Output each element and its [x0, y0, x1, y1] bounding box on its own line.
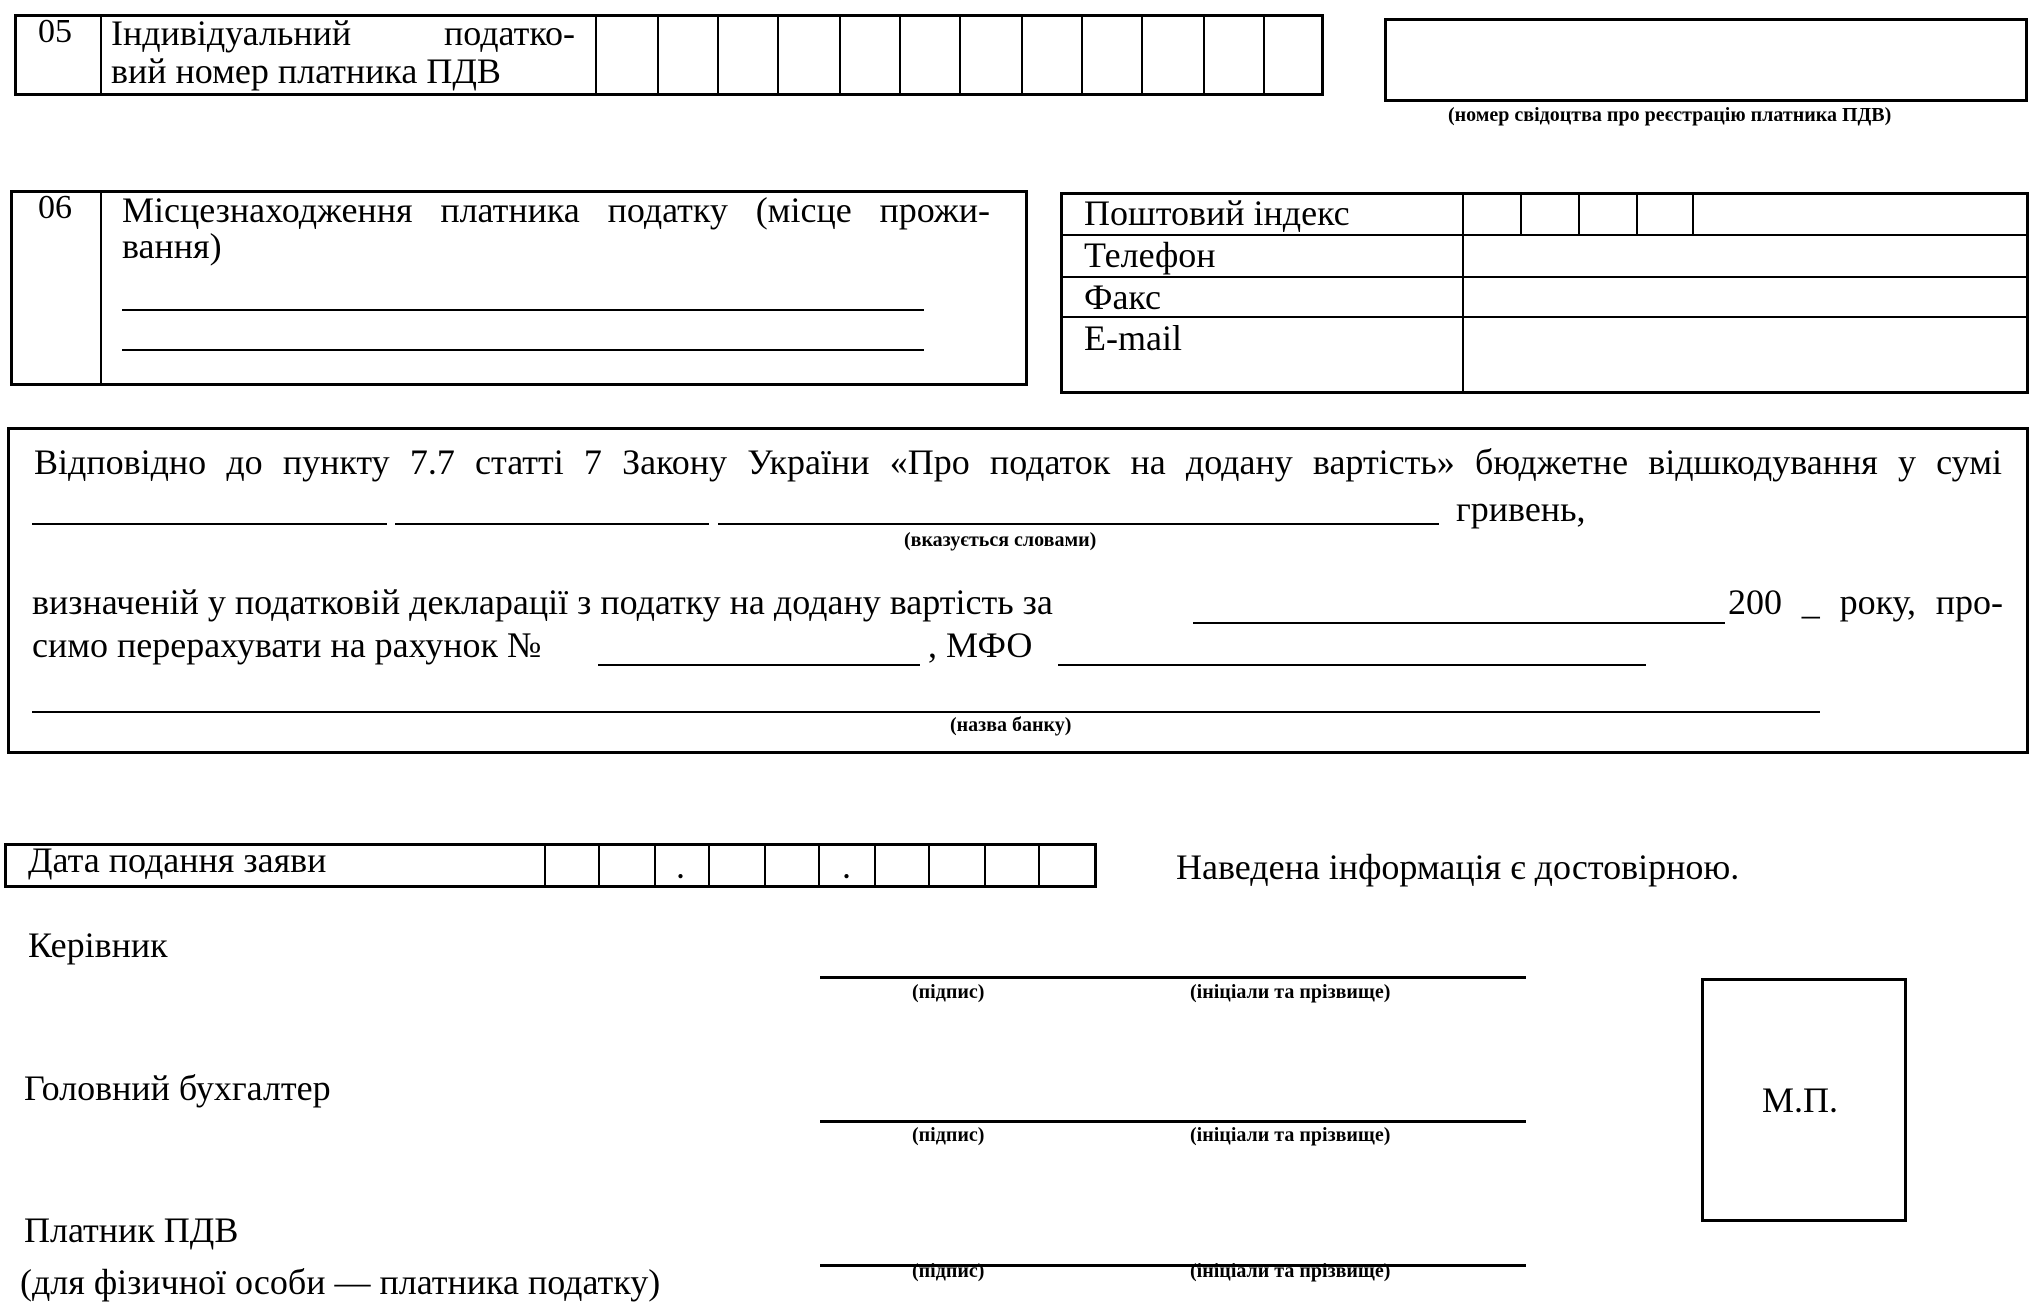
- year-label: 200 _ року, про-: [1728, 582, 2003, 622]
- digit-cell[interactable]: [1081, 16, 1141, 94]
- digit-cell[interactable]: [899, 16, 959, 94]
- date-cell[interactable]: [598, 845, 654, 886]
- digit-cell[interactable]: [717, 16, 777, 94]
- request-text-line1: Відповідно до пункту 7.7 статті 7 Закону України «Про податок на додану вартість» бюджетне відшкодування у сумі: [34, 442, 2002, 482]
- date-cell[interactable]: [874, 845, 928, 886]
- address-line[interactable]: [122, 349, 924, 351]
- section-05-number: 05: [38, 13, 72, 50]
- address-line[interactable]: [122, 309, 924, 311]
- amount-words-line[interactable]: [395, 523, 709, 525]
- date-cell[interactable]: [708, 845, 764, 886]
- fax-field[interactable]: [1464, 278, 2026, 316]
- reliability-statement: Наведена інформація є достовірною.: [1176, 847, 1740, 887]
- accountant-signature-line[interactable]: [820, 1120, 1526, 1123]
- email-label: E-mail: [1084, 318, 1182, 358]
- chief-accountant-label: Головний бухгалтер: [24, 1068, 331, 1108]
- digit-cell[interactable]: [657, 16, 717, 94]
- head-signature-line[interactable]: [820, 976, 1526, 979]
- amount-words-line[interactable]: [718, 523, 1439, 525]
- digit-cell[interactable]: [839, 16, 899, 94]
- period-line[interactable]: [1193, 622, 1725, 624]
- signature-caption: (підпис): [912, 981, 985, 1003]
- digit-cell[interactable]: [1203, 16, 1263, 94]
- digit-cell[interactable]: [1021, 16, 1081, 94]
- email-field[interactable]: [1464, 318, 2026, 392]
- mfo-line[interactable]: [1058, 664, 1646, 666]
- date-cell[interactable]: [1038, 845, 1094, 886]
- digit-cell[interactable]: [777, 16, 839, 94]
- signature-caption: (підпис): [912, 1260, 985, 1282]
- postal-index-field[interactable]: [1464, 194, 1694, 234]
- amount-words-line[interactable]: [32, 523, 387, 525]
- date-label: Дата подання заяви: [28, 840, 327, 880]
- postal-index-label: Поштовий індекс: [1084, 193, 1350, 233]
- certificate-number-field[interactable]: [1384, 18, 2028, 102]
- digit-cell[interactable]: [595, 16, 657, 94]
- section-05-label-line1: Індивідуальний податко-: [111, 13, 575, 53]
- stamp-label: М.П.: [1762, 1080, 1839, 1120]
- section-06-number: 06: [38, 189, 72, 226]
- name-caption: (ініціали та прізвище): [1190, 1260, 1391, 1282]
- hryven-label: гривень,: [1456, 489, 1586, 529]
- phone-field[interactable]: [1464, 236, 2026, 276]
- section-06-label-line2: вання): [122, 226, 222, 266]
- bank-name-line[interactable]: [32, 711, 1820, 713]
- account-number-line[interactable]: [598, 664, 920, 666]
- date-cell[interactable]: [544, 845, 598, 886]
- digit-cell[interactable]: [959, 16, 1021, 94]
- bank-caption: (назва банку): [950, 714, 1072, 736]
- request-text-line3: визначеній у податковій декларації з податку на додану вартість за: [32, 582, 1053, 622]
- fax-label: Факс: [1084, 277, 1161, 317]
- date-cell[interactable]: [928, 845, 984, 886]
- digit-cell[interactable]: [1263, 16, 1323, 94]
- mfo-label: , МФО: [928, 625, 1033, 665]
- signature-caption: (підпис): [912, 1124, 985, 1146]
- divider: [100, 14, 102, 96]
- date-dot: .: [676, 846, 685, 886]
- divider: [100, 190, 102, 386]
- head-label: Керівник: [28, 925, 168, 965]
- date-cell[interactable]: [984, 845, 1038, 886]
- name-caption: (ініціали та прізвище): [1190, 1124, 1391, 1146]
- date-dot: .: [842, 846, 851, 886]
- section-05-label-line2: вий номер платника ПДВ: [111, 51, 501, 91]
- phone-label: Телефон: [1084, 235, 1216, 275]
- payer-label-line2: (для фізичної особи — платника податку): [20, 1262, 661, 1302]
- section-06-label-line1: Місцезнаходження платника податку (місце прожи-: [122, 190, 990, 230]
- date-cell[interactable]: [764, 845, 818, 886]
- words-caption: (вказується словами): [904, 529, 1097, 551]
- request-text-line4: симо перерахувати на рахунок №: [32, 625, 542, 665]
- certificate-caption: (номер свідоцтва про реєстрацію платника ПДВ): [1448, 104, 1892, 126]
- payer-label-line1: Платник ПДВ: [24, 1210, 239, 1250]
- digit-cell[interactable]: [1141, 16, 1203, 94]
- name-caption: (ініціали та прізвище): [1190, 981, 1391, 1003]
